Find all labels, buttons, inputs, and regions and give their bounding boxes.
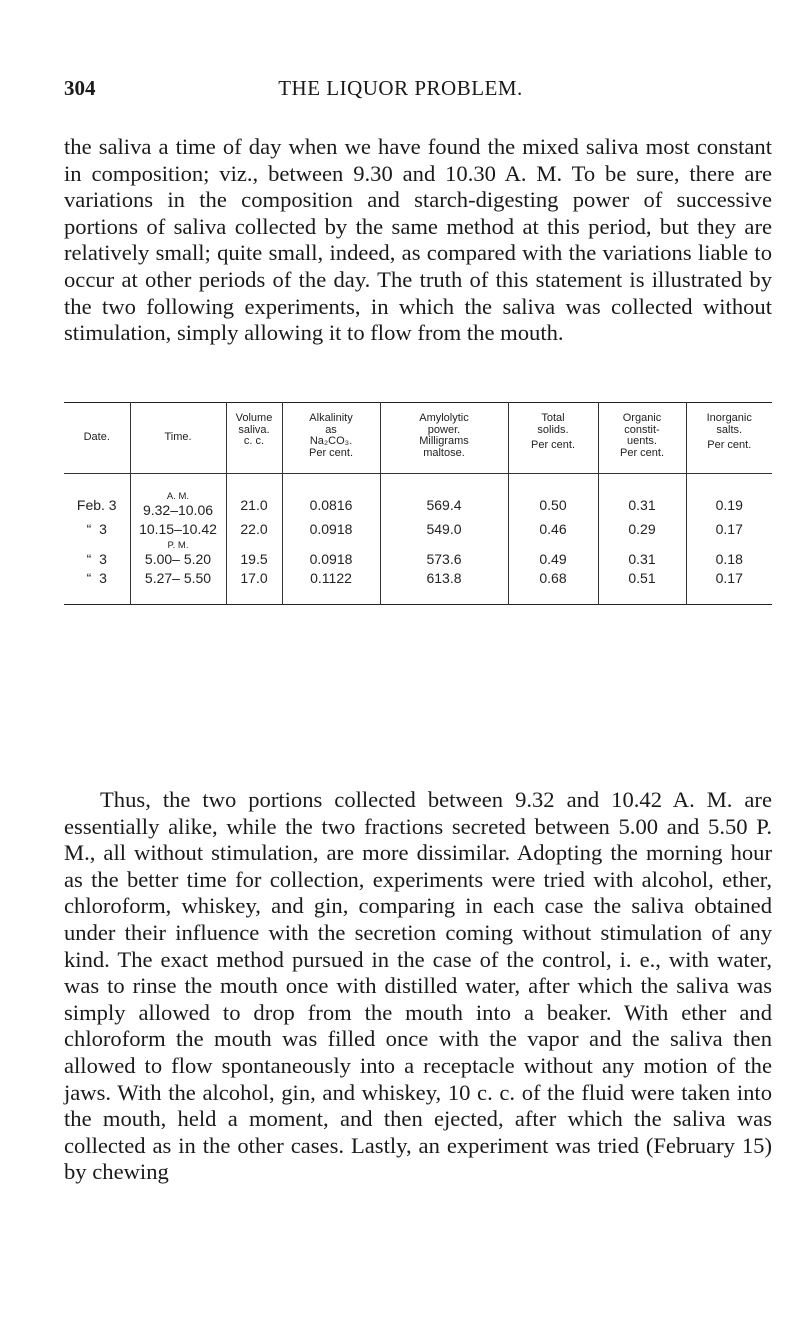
header-organic [598, 403, 686, 474]
cell-time [130, 569, 226, 588]
saliva-composition-table [64, 402, 772, 605]
table-row [64, 520, 772, 539]
header-total-solids-unit: Per cent. [530, 439, 576, 451]
running-title: THE LIQUOR PROBLEM. [278, 76, 523, 100]
header-alkalinity [282, 403, 380, 474]
header-alkalinity-line: as [325, 423, 337, 436]
header-organic-line: Organic [622, 412, 662, 424]
cell-date: Feb. 3 [76, 496, 117, 513]
data-table [64, 402, 772, 605]
header-organic-line: uents. [627, 435, 657, 447]
table-row [64, 539, 772, 569]
time-range: 9.32–10.06 [142, 502, 214, 518]
header-organic-line: constit- [624, 423, 660, 436]
header-volume-line: c. c. [243, 435, 265, 447]
paragraph-discussion: Thus, the two portions collected between 9.32 and 10.42 A. M. are essentially alike, while the two fractions secreted between 5.00 and 5.50 P. M., all without stimulation, are more dissimilar. Adopting the morning hour as the better time for collection, experiments were tried with alcohol, ether, chloroform, whiskey, and gin, comparing in each case the saliva obtained under their influence with the secretion coming without stimulation of any kind. The exact method pursued in the case of the control, i. e., with water, was to rinse the mouth once with distilled water, after which the saliva was simply allowed to drop from the mouth into a beaker. With ether and chloroform the mouth was filled once with the vapor and the saliva then allowed to flow spontaneously into a receptacle without any motion of the jaws. With the alcohol, gin, and whiskey, 10 c. c. of the fluid were taken into the mouth, held a moment, and then ejected, after which the saliva was collected as in the other cases. Lastly, an experiment was tried (February 15) by chewing [64, 787, 772, 1185]
header-inorganic [686, 403, 772, 474]
cell-inorganic: 0.17 [686, 569, 772, 588]
cell-date: “ 3 [86, 551, 107, 567]
cell-amylolytic: 549.0 [380, 520, 508, 539]
header-amylolytic-line: maltose. [423, 446, 465, 459]
meridiem-label: P. M. [167, 540, 189, 551]
header-total-solids [508, 403, 598, 474]
header-volume-line: saliva. [238, 423, 270, 436]
cell-inorganic: 0.18 [686, 539, 772, 569]
header-inorganic-line: Inorganic [706, 412, 752, 424]
running-head [0, 76, 801, 106]
header-time: Time. [130, 403, 226, 474]
header-volume [226, 403, 282, 474]
table-header-row [64, 403, 772, 474]
header-inorganic-unit: Per cent. [707, 439, 752, 451]
cell-alkalinity: 0.0918 [282, 520, 380, 539]
paragraph-intro: the saliva a time of day when we have found the mixed saliva most constant in composition; viz., between 9.30 and 10.30 A. M. To be sure, there are variations in the composition and starch-digesting power of successive portions of saliva collected by the same method at this period, but they are relatively small; quite small, indeed, as compared with the variations liable to occur at other periods of the day. The truth of this statement is illustrated by the two following experiments, in which the saliva was collected without stimulation, simply allowing it to flow from the mouth. [64, 134, 772, 346]
header-alkalinity-line: Na₂CO₃. [309, 435, 353, 447]
cell-date: “ 3 [86, 521, 107, 537]
header-amylolytic-line: Amylolytic [419, 412, 469, 424]
cell-volume: 17.0 [226, 569, 282, 588]
page-number: 304 [64, 76, 96, 100]
time-range: 10.15–10.42 [139, 521, 217, 537]
cell-volume: 22.0 [226, 520, 282, 539]
header-alkalinity-line: Alkalinity [309, 412, 353, 424]
cell-organic: 0.31 [598, 490, 686, 520]
header-amylolytic-line: Milligrams [419, 435, 469, 447]
cell-date: “ 3 [86, 570, 107, 586]
table-row [64, 490, 772, 520]
meridiem-label: A. M. [166, 491, 190, 502]
cell-organic: 0.29 [598, 520, 686, 539]
cell-organic: 0.31 [598, 539, 686, 569]
time-range: 5.00– 5.20 [144, 551, 212, 567]
header-total-solids-line: Total [541, 412, 565, 424]
header-amylolytic-line: power. [427, 423, 461, 436]
header-total-solids-line: solids. [537, 423, 569, 436]
cell-time [130, 539, 226, 569]
cell-organic: 0.51 [598, 569, 686, 588]
cell-alkalinity: 0.0816 [282, 490, 380, 520]
table-row [64, 569, 772, 588]
header-date: Date. [83, 431, 110, 444]
table-spacer [64, 474, 772, 491]
cell-time [130, 490, 226, 520]
header-alkalinity-line: Per cent. [308, 446, 354, 459]
cell-total-solids: 0.46 [508, 520, 598, 539]
cell-volume: 19.5 [226, 539, 282, 569]
cell-amylolytic: 569.4 [380, 490, 508, 520]
cell-total-solids: 0.50 [508, 490, 598, 520]
header-amylolytic [380, 403, 508, 474]
cell-inorganic: 0.17 [686, 520, 772, 539]
header-inorganic-line: salts. [716, 423, 743, 436]
cell-total-solids: 0.68 [508, 569, 598, 588]
cell-amylolytic: 573.6 [380, 539, 508, 569]
table-spacer [64, 588, 772, 605]
cell-alkalinity: 0.0918 [282, 539, 380, 569]
cell-alkalinity: 0.1122 [282, 569, 380, 588]
header-organic-line: Per cent. [619, 446, 665, 459]
cell-volume: 21.0 [226, 490, 282, 520]
cell-time [130, 520, 226, 539]
cell-amylolytic: 613.8 [380, 569, 508, 588]
cell-inorganic: 0.19 [686, 490, 772, 520]
header-volume-line: Volume [235, 412, 273, 424]
cell-total-solids: 0.49 [508, 539, 598, 569]
time-range: 5.27– 5.50 [144, 570, 212, 586]
